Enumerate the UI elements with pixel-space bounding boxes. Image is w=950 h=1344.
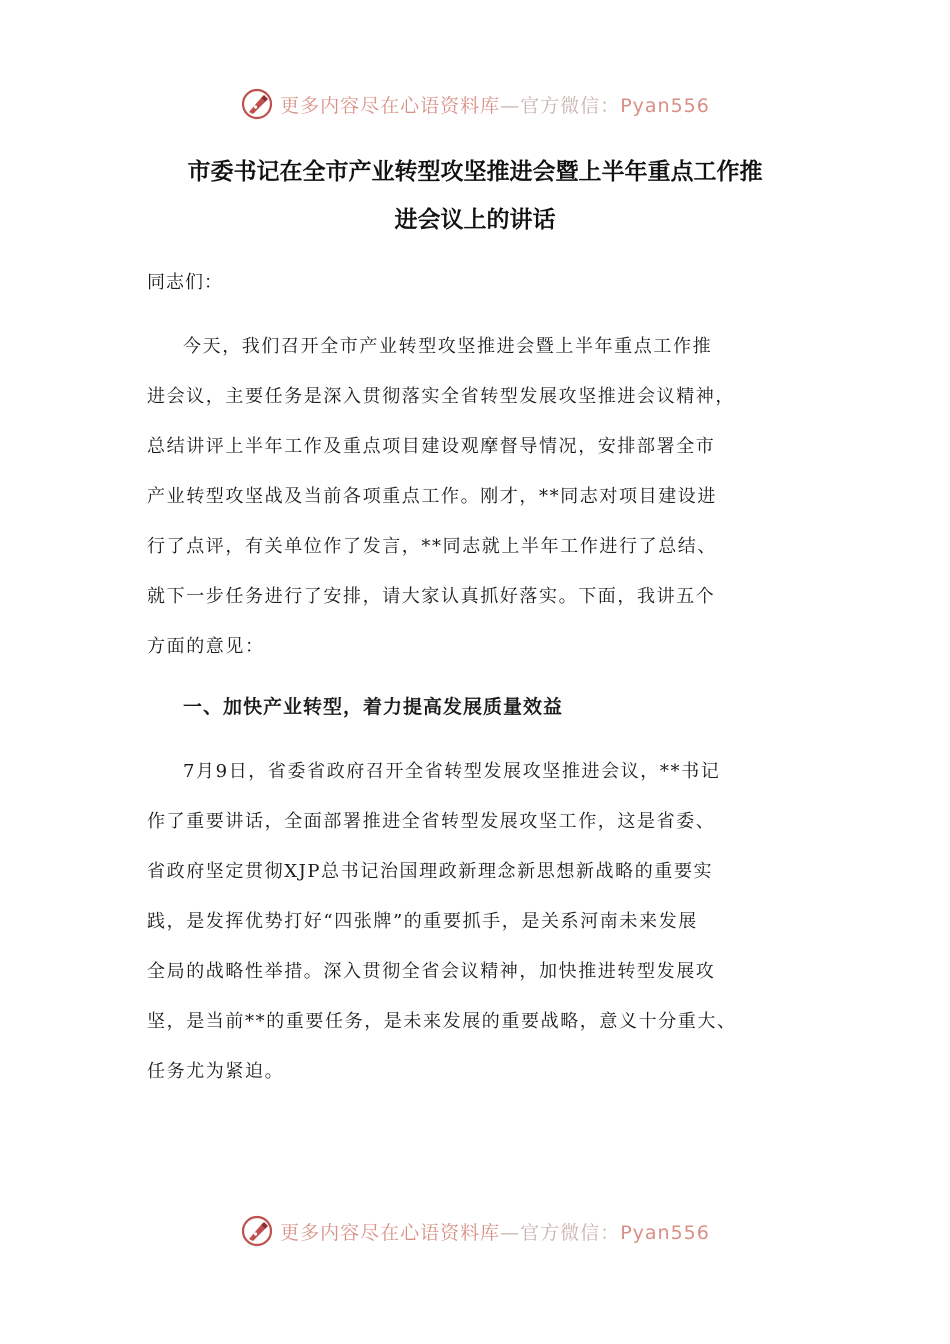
paragraph-line: 7月9日，省委省政府召开全省转型发展攻坚推进会议，**书记 <box>183 761 721 782</box>
paragraph-line: 坚，是当前**的重要任务，是未来发展的重要战略，意义十分重大、 <box>147 1011 737 1032</box>
banner-text <box>280 1218 710 1245</box>
banner-wechat-id: Pyan556 <box>620 1221 710 1244</box>
banner-main-text: 更多内容尽在心语资料库 <box>280 1221 501 1244</box>
pen-nib-logo-icon <box>240 1214 274 1248</box>
paragraph-line: 作了重要讲话，全面部署推进全省转型发展攻坚工作，这是省委、 <box>147 811 716 832</box>
paragraph-intro <box>147 322 823 672</box>
header-banner <box>0 84 950 124</box>
paragraph-line: 践，是发挥优势打好“四张牌”的重要抓手，是关系河南未来发展 <box>147 911 698 932</box>
paragraph-line: 就下一步任务进行了安排，请大家认真抓好落实。下面，我讲五个 <box>147 586 716 607</box>
paragraph-line: 产业转型攻坚战及当前各项重点工作。刚才，**同志对项目建设进 <box>147 486 717 507</box>
pen-nib-logo-icon <box>240 87 274 121</box>
paragraph-line: 方面的意见： <box>147 636 265 657</box>
document-title-line-1: 市委书记在全市产业转型攻坚推进会暨上半年重点工作推 <box>187 159 763 185</box>
banner-dash-text: —官方微信： <box>500 1221 621 1244</box>
document-title-line-2: 进会议上的讲话 <box>394 207 556 233</box>
paragraph-line: 任务尤为紧迫。 <box>147 1061 285 1082</box>
document-title <box>120 148 830 244</box>
banner-main-text: 更多内容尽在心语资料库 <box>280 94 501 117</box>
paragraph-line: 全局的战略性举措。深入贯彻全省会议精神，加快推进转型发展攻 <box>147 961 716 982</box>
salutation: 同志们： <box>147 272 223 293</box>
paragraph-line: 行了点评，有关单位作了发言，**同志就上半年工作进行了总结、 <box>147 536 717 557</box>
banner-text <box>280 91 710 118</box>
paragraph-line: 省政府坚定贯彻XJP总书记治国理政新理念新思想新战略的重要实 <box>147 861 714 882</box>
banner-wechat-id: Pyan556 <box>620 94 710 117</box>
paragraph-line: 今天，我们召开全市产业转型攻坚推进会暨上半年重点工作推 <box>183 336 713 357</box>
banner-dash-text: —官方微信： <box>500 94 621 117</box>
section-heading-1: 一、加快产业转型，着力提高发展质量效益 <box>183 696 564 718</box>
footer-banner <box>0 1211 950 1251</box>
paragraph-section-1 <box>147 747 823 1097</box>
paragraph-line: 总结讲评上半年工作及重点项目建设观摩督导情况，安排部署全市 <box>147 436 716 457</box>
paragraph-line: 进会议，主要任务是深入贯彻落实全省转型发展攻坚推进会议精神， <box>147 386 735 407</box>
